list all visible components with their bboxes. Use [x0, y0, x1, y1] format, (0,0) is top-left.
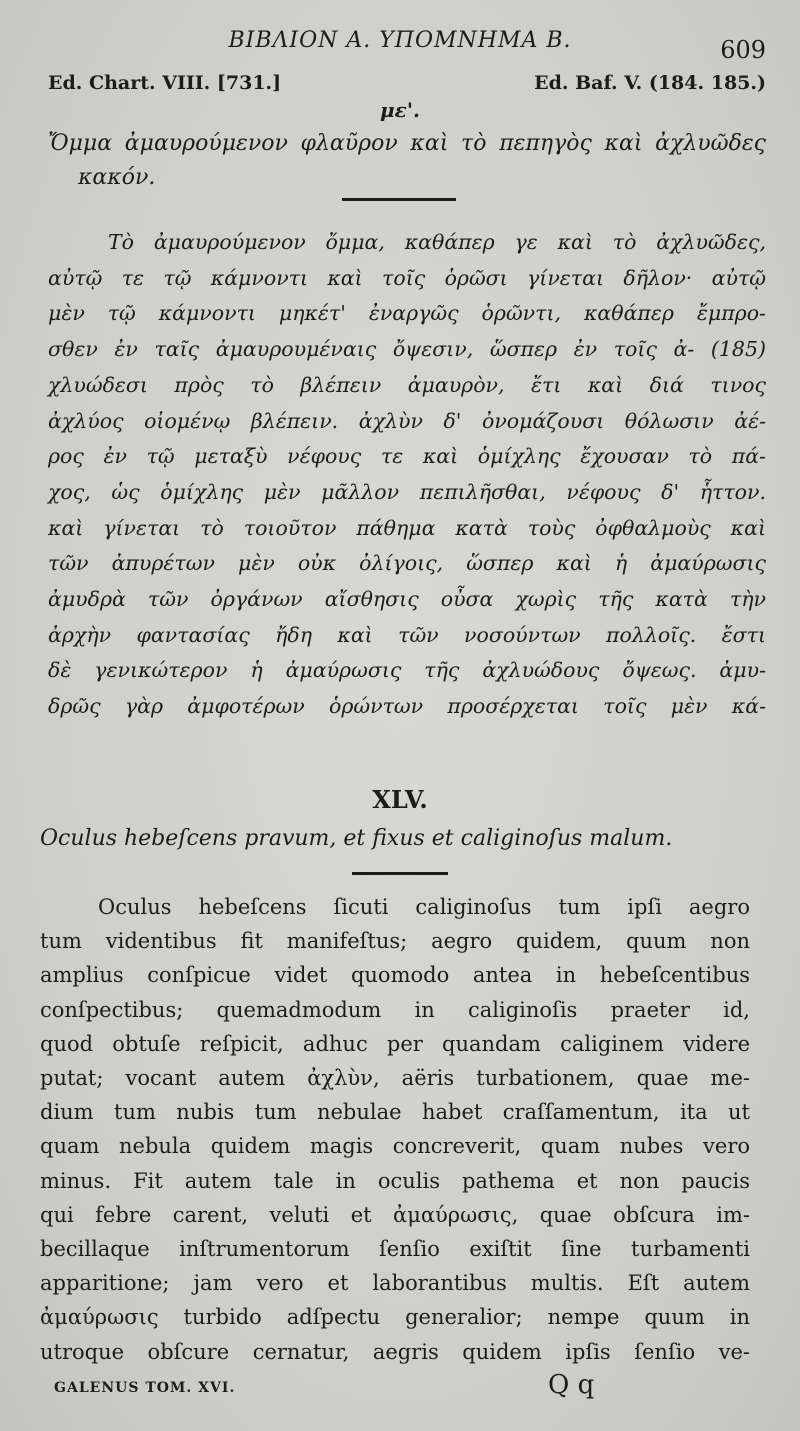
greek-line: Τὸ ἀμαυρούμενον ὄμμα, καθάπερ γε καὶ τὸ ἀχλυῶδες, [108, 230, 766, 254]
latin-aphorism: Oculus hebeſcens pravum, et fixus et caliginoſus malum. [40, 826, 673, 851]
edition-chart-ref: Ed. Chart. VIII. [731.] [48, 72, 282, 94]
footer-volume: GALENUS TOM. XVI. [54, 1380, 236, 1396]
latin-line: quod obtuſe reſpicit, adhuc per quandam caliginem videre [40, 1031, 750, 1056]
greek-line: αὐτῷ τε τῷ κάμνοντι καὶ τοῖς ὁρῶσι γίνεται δῆλον· αὐτῷ [48, 265, 766, 290]
greek-line: σθεν ἐν ταῖς ἀμαυρουμέναις ὄψεσιν, ὥσπερ ἐν τοῖς ἀ- (185) [48, 337, 766, 362]
greek-line: χος, ὡς ὁμίχλης μὲν μᾶλλον πεπιλῆσθαι, νέφους δ' ἧττον. [48, 479, 766, 504]
latin-commentary [40, 890, 750, 1369]
signature-mark: Q q [548, 1370, 595, 1400]
latin-line: apparitione; jam vero et laborantibus multis. Eſt autem [40, 1271, 750, 1296]
greek-line: μὲν τῷ κάμνοντι μηκέτ' ἐναργῶς ὁρῶντι, καθάπερ ἔμπρο- [48, 301, 766, 326]
latin-line: utroque obſcure cernatur, aegris quidem ipſis ſenſio ve- [40, 1339, 750, 1364]
greek-line: χλυώδεσι πρὸς τὸ βλέπειν ἀμαυρὸν, ἔτι καὶ διά τινος [48, 372, 766, 397]
greek-aphorism [48, 127, 766, 195]
latin-line: dium tum nubis tum nebulae habet craſſamentum, ita ut [40, 1100, 750, 1125]
latin-line: tum videntibus fit manifeſtus; aegro quidem, quum non [40, 929, 750, 954]
latin-line: Oculus hebeſcens ſicuti caliginoſus tum ipſi aegro [98, 895, 750, 919]
edition-basel-ref: Ed. Baf. V. (184. 185.) [534, 72, 766, 94]
page-number: 609 [720, 36, 766, 64]
latin-line: putat; vocant autem ἀχλὺν, aëris turbationem, quae me- [40, 1066, 750, 1091]
latin-line: minus. Fit autem tale in oculis pathema et non paucis [40, 1168, 750, 1193]
greek-aphorism-line: Ὄμμα ἀμαυρούμενον φλαῦρον καὶ τὸ πεπηγὸς καὶ ἀχλυῶδες [48, 131, 766, 156]
running-head: ΒΙΒΛΙΟΝ Α. ΥΠΟΜΝΗΜΑ Β. [228, 28, 572, 53]
greek-line: ἀμυδρὰ τῶν ὀργάνων αἴσθησις οὖσα χωρὶς τῆς κατὰ τὴν [48, 587, 766, 612]
latin-line: conſpectibus; quemadmodum in caliginoſis praeter id, [40, 997, 750, 1022]
latin-line: qui febre carent, veluti et ἀμαύρωσις, quae obſcura im- [40, 1202, 750, 1227]
section-rule [342, 198, 456, 201]
greek-line: δρῶς γὰρ ἀμφοτέρων ὁρώντων προσέρχεται τοῖς μὲν κά- [48, 694, 766, 719]
greek-line: καὶ γίνεται τὸ τοιοῦτον πάθημα κατὰ τοὺς ὀφθαλμοὺς καὶ [48, 515, 766, 540]
latin-line: ἀμαύρωσις turbido adſpectu generalior; nempe quum in [40, 1305, 750, 1330]
greek-aphorism-line: κακόν. [78, 165, 156, 190]
latin-line: becillaque inſtrumentorum ſenſio exiſtit ſine turbamenti [40, 1237, 750, 1262]
greek-aphorism-number: με'. [380, 98, 420, 122]
greek-commentary [48, 225, 766, 725]
greek-line: ἀρχὴν φαντασίας ἤδη καὶ τῶν νοσούντων πολλοῖς. ἔστι [48, 622, 766, 647]
edition-line [48, 72, 766, 94]
section-rule [352, 872, 448, 875]
latin-line: quam nebula quidem magis concreverit, quam nubes vero [40, 1134, 750, 1159]
latin-aphorism-number: XLV. [372, 785, 428, 814]
greek-line: δὲ γενικώτερον ἡ ἀμαύρωσις τῆς ἀχλυώδους ὄψεως. ἀμυ- [48, 658, 766, 683]
greek-line: ρος ἐν τῷ μεταξὺ νέφους τε καὶ ὁμίχλης ἔχουσαν τὸ πά- [48, 444, 766, 469]
latin-line: amplius conſpicue videt quomodo antea in hebeſcentibus [40, 963, 750, 988]
greek-line: ἀχλύος οἰομένῳ βλέπειν. ἀχλὺν δ' ὀνομάζουσι θόλωσιν ἀέ- [48, 408, 766, 433]
greek-line: τῶν ἀπυρέτων μὲν οὐκ ὀλίγοις, ὥσπερ καὶ ἡ ἀμαύρωσις [48, 551, 766, 576]
